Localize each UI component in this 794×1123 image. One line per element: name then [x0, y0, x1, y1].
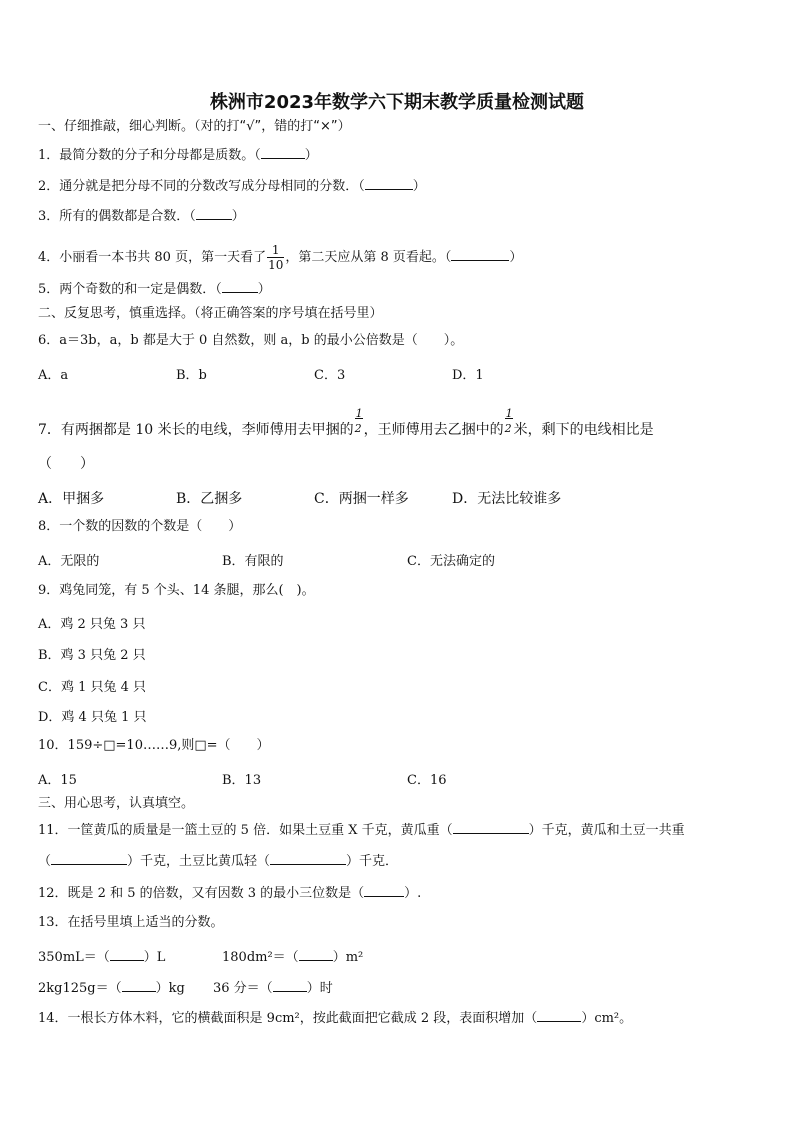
q13-item-1: 350mL＝（ ）L	[38, 950, 166, 965]
q7-option-a[interactable]: A．甲捆多	[38, 491, 105, 507]
question-5: 5．两个奇数的和一定是偶数．（ ）	[38, 282, 271, 297]
q8-option-b[interactable]: B．有限的	[222, 554, 284, 569]
fraction: $\frac{1}{2}$	[504, 407, 513, 435]
section-2-heading: 二、反复思考，慎重选择。（将正确答案的序号填在括号里）	[38, 306, 383, 321]
q6-option-a[interactable]: A．a	[38, 368, 69, 383]
answer-blank[interactable]	[122, 979, 156, 992]
question-7-bracket: （ ）	[38, 456, 94, 472]
q10-option-c[interactable]: C．16	[407, 773, 447, 788]
question-9: 9．鸡兔同笼，有 5 个头、14 条腿，那么( )。	[38, 583, 315, 598]
answer-blank[interactable]	[451, 248, 509, 261]
question-8: 8．一个数的因数的个数是（ ）	[38, 519, 242, 534]
answer-blank[interactable]	[51, 852, 127, 865]
answer-blank[interactable]	[365, 177, 413, 190]
q6-option-d[interactable]: D．1	[452, 368, 484, 383]
answer-blank[interactable]	[537, 1009, 581, 1022]
question-11-line-1: 11．一筐黄瓜的质量是一篮土豆的 5 倍．如果土豆重 X 千克，黄瓜重（ ）千克，黄瓜和土豆一共重	[38, 823, 685, 838]
q13-item-3: 2kg125g＝（ ）kg	[38, 981, 185, 996]
q9-option-c[interactable]: C．鸡 1 只兔 4 只	[38, 680, 147, 695]
q13-item-4: 36 分＝（ ）时	[213, 981, 333, 996]
answer-blank[interactable]	[273, 979, 307, 992]
q10-option-a[interactable]: A．15	[38, 773, 77, 788]
question-7: 7．有两捆都是 10 米长的电线，李师傅用去甲捆的 $\frac{1}{2}$ ，王师傅用去乙捆中的 $\frac{1}{2}$ 米，剩下的电线相比是	[38, 407, 654, 438]
q13-item-2: 180dm²＝（ ）m²	[222, 950, 364, 965]
answer-blank[interactable]	[364, 884, 404, 897]
q7-option-b[interactable]: B．乙捆多	[176, 491, 243, 507]
q6-option-c[interactable]: C．3	[314, 368, 346, 383]
q7-option-d[interactable]: D．无法比较谁多	[452, 491, 562, 507]
answer-blank[interactable]	[270, 852, 346, 865]
q6-option-b[interactable]: B．b	[176, 368, 207, 383]
answer-blank[interactable]	[110, 948, 144, 961]
question-4: 4．小丽看一本书共 80 页，第一天看了 $\frac{1}{10}$ ，第二天应从第 8 页看起。（ ）	[38, 243, 523, 272]
answer-blank[interactable]	[453, 821, 529, 834]
question-11-line-2: （ ）千克，土豆比黄瓜轻（ ）千克．	[38, 854, 399, 869]
section-1-heading: 一、仔细推敲，细心判断。（对的打“√”，错的打“×”）	[38, 119, 351, 134]
fraction: $\frac{1}{10}$	[268, 243, 284, 272]
q9-option-d[interactable]: D．鸡 4 只兔 1 只	[38, 710, 147, 725]
answer-blank[interactable]	[196, 207, 232, 220]
q7-option-c[interactable]: C．两捆一样多	[314, 491, 409, 507]
question-2: 2．通分就是把分母不同的分数改写成分母相同的分数．（ ）	[38, 179, 426, 194]
fraction: $\frac{1}{2}$	[354, 407, 363, 435]
question-3: 3．所有的偶数都是合数．（ ）	[38, 209, 245, 224]
question-10: 10．159÷□=10……9,则□=（ ）	[38, 738, 270, 753]
answer-blank[interactable]	[261, 146, 305, 159]
question-12: 12．既是 2 和 5 的倍数，又有因数 3 的最小三位数是（ ）.	[38, 886, 422, 901]
question-13: 13．在括号里填上适当的分数。	[38, 915, 224, 930]
page-title: 株洲市2023年数学六下期末教学质量检测试题	[209, 92, 585, 113]
question-14: 14．一根长方体木料，它的横截面积是 9cm²，按此截面把它截成 2 段，表面积增加（ ）cm²。	[38, 1011, 633, 1026]
q9-option-a[interactable]: A．鸡 2 只兔 3 只	[38, 617, 146, 632]
question-6: 6．a＝3b，a，b 都是大于 0 自然数，则 a，b 的最小公倍数是（ ）。	[38, 333, 464, 348]
question-1: 1．最简分数的分子和分母都是质数。（ ）	[38, 148, 318, 163]
q9-option-b[interactable]: B．鸡 3 只兔 2 只	[38, 648, 146, 663]
answer-blank[interactable]	[299, 948, 333, 961]
q8-option-c[interactable]: C．无法确定的	[407, 554, 495, 569]
section-3-heading: 三、用心思考，认真填空。	[38, 796, 195, 811]
answer-blank[interactable]	[222, 280, 258, 293]
q8-option-a[interactable]: A．无限的	[38, 554, 100, 569]
q10-option-b[interactable]: B．13	[222, 773, 262, 788]
